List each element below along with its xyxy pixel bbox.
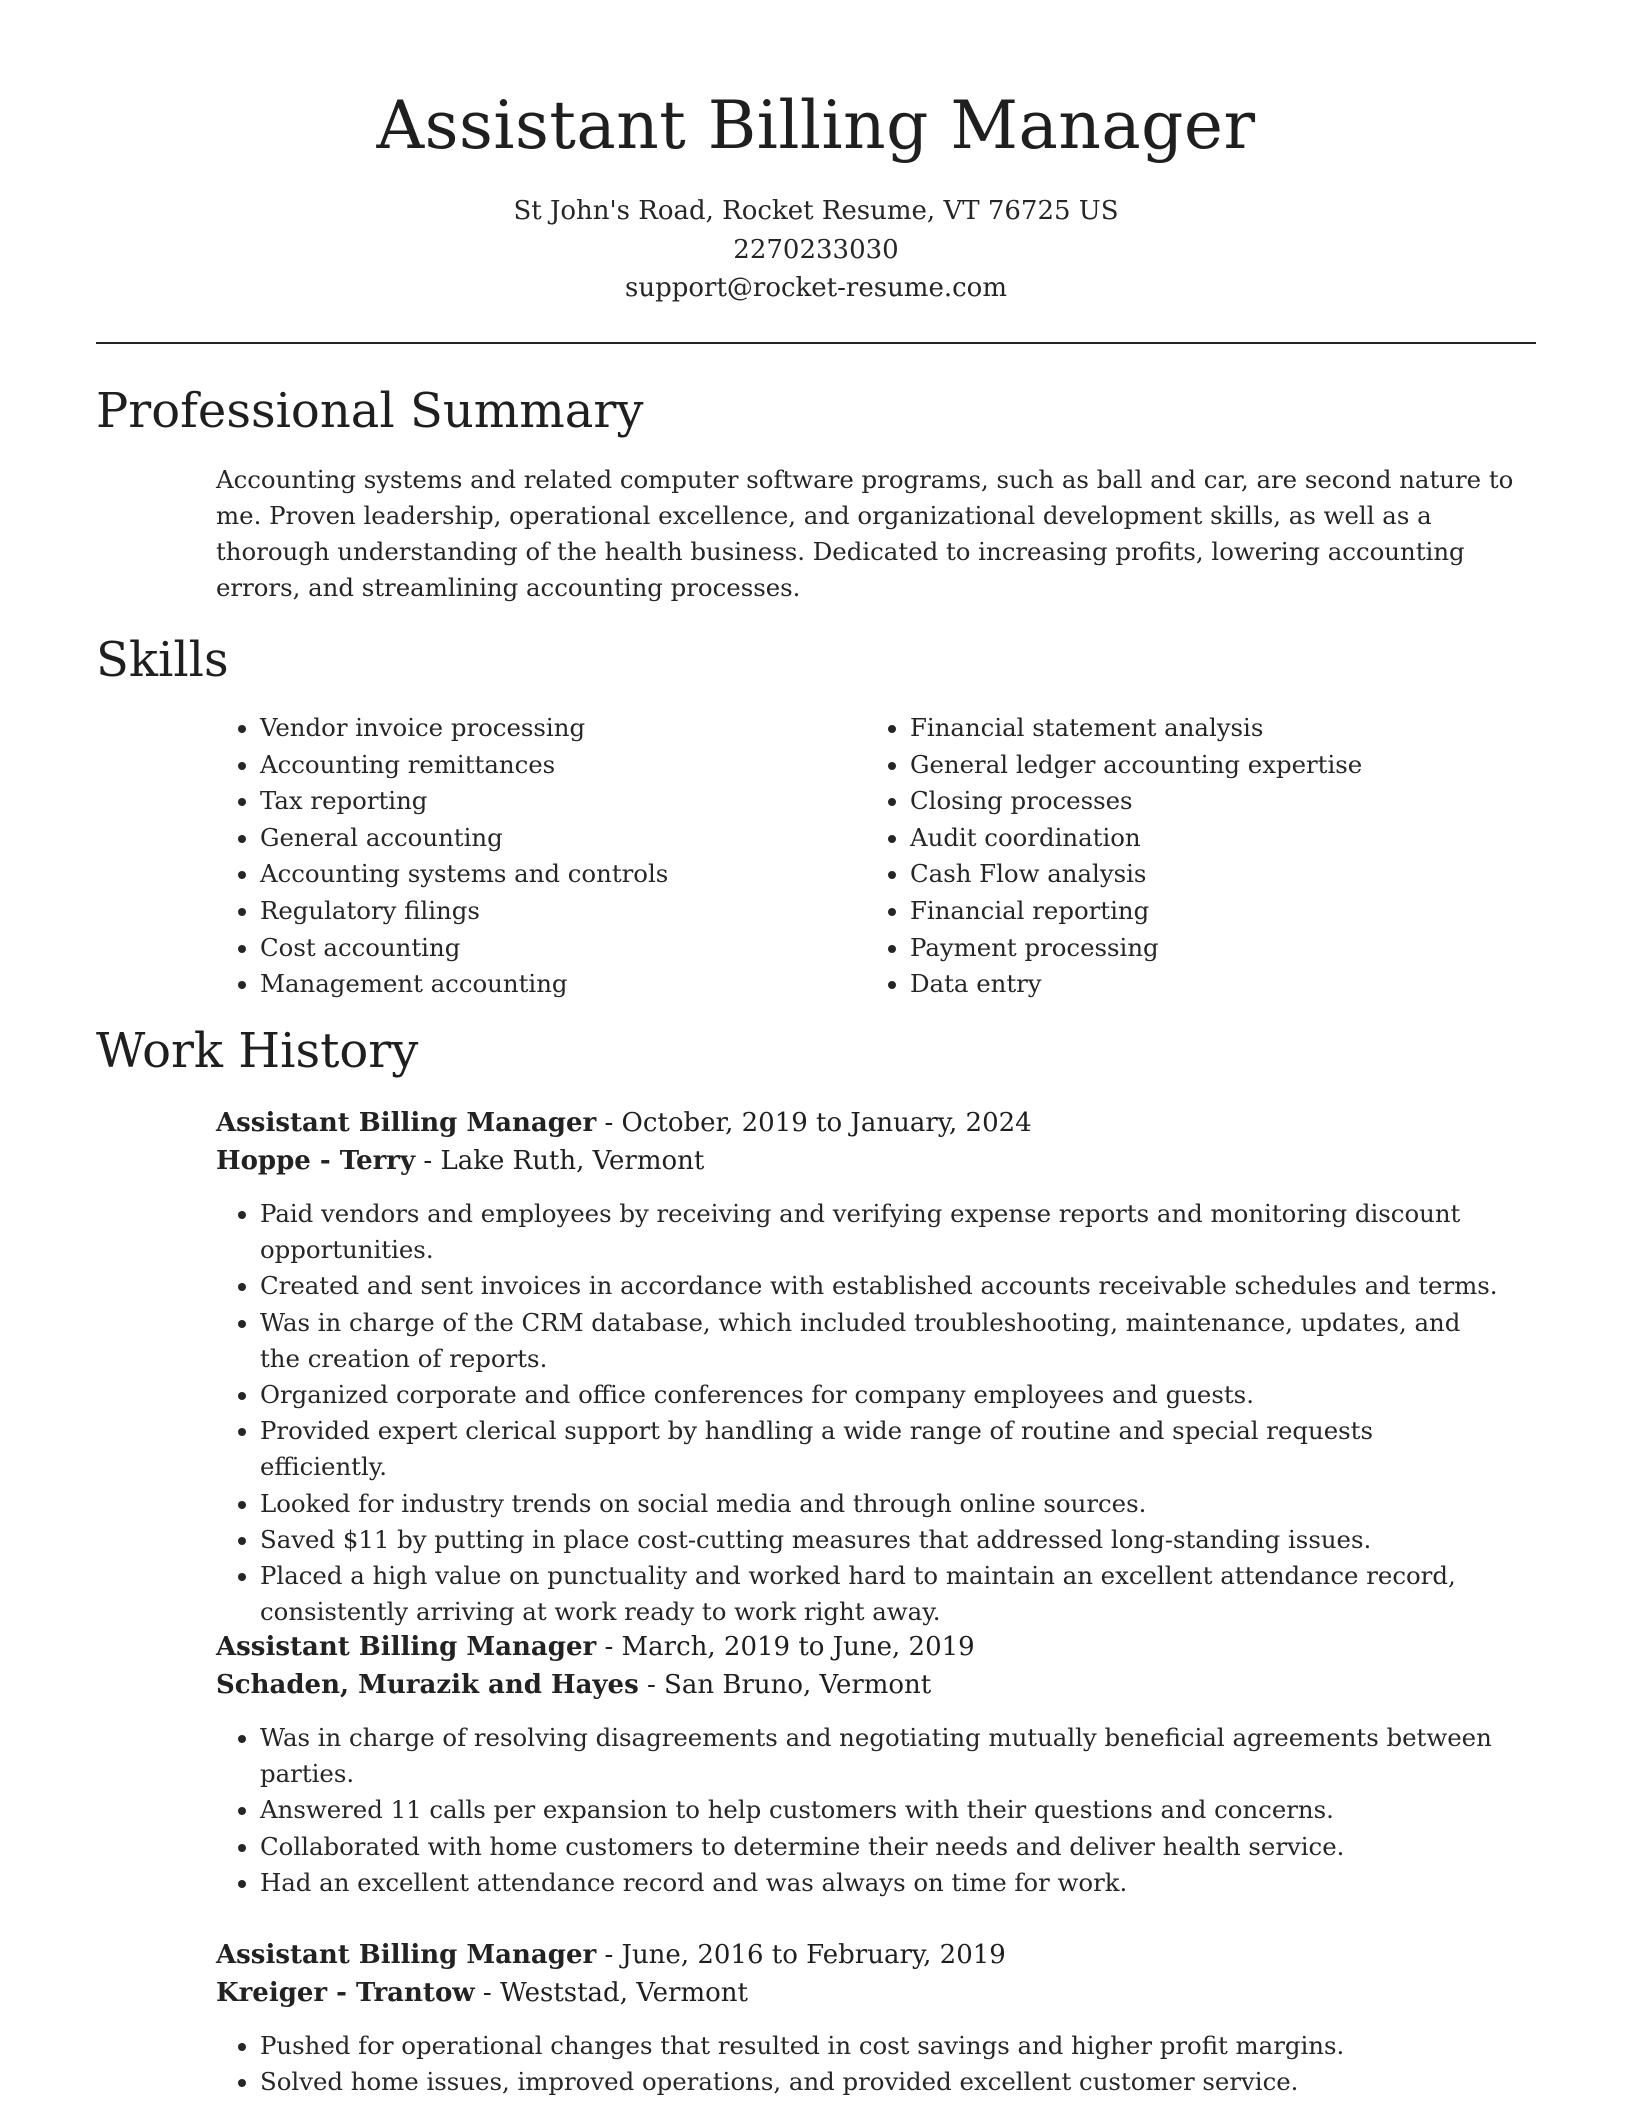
job-bullet: • Was in charge of the CRM database, which included troubleshooting, maintenance, updates, and the creation of reports. — [260, 1305, 1500, 1377]
skill-item: • Management accounting — [260, 966, 860, 1003]
job-location: - Weststad, Vermont — [474, 1978, 748, 2008]
skill-item: • Tax reporting — [260, 783, 860, 820]
skill-item: • Audit coordination — [910, 820, 1550, 857]
job-bullet: • Pushed for operational changes that resulted in cost savings and higher profit margins. — [260, 2028, 1500, 2064]
job-company: Hoppe - Terry — [216, 1146, 416, 1176]
skill-item: • Vendor invoice processing — [260, 710, 860, 747]
job-company: Schaden, Murazik and Hayes — [216, 1670, 639, 1700]
summary-text: Accounting systems and related computer software programs, such as ball and car, are second nature to me. Proven leadership, operational excellence, and organizational development skills, as well as a thorough understanding of the health business. Dedicated to increasing profits, lowering accounting errors, and streamlining accounting processes. — [216, 465, 1514, 602]
skill-item: • Financial reporting — [910, 893, 1550, 930]
job-dates: - October, 2019 to January, 2024 — [596, 1108, 1032, 1138]
job-company-line — [216, 1974, 1536, 2012]
skill-item: • Accounting remittances — [260, 747, 860, 784]
skill-item: • Accounting systems and controls — [260, 856, 860, 893]
job-bullet: • Created and sent invoices in accordance with established accounts receivable schedules and terms. — [260, 1268, 1500, 1304]
job-bullet: • Collaborated with home customers to determine their needs and deliver health service. — [260, 1829, 1500, 1865]
job-dates: - March, 2019 to June, 2019 — [596, 1632, 975, 1662]
job-bullet: • Had an excellent attendance record and was always on time for work. — [260, 1865, 1500, 1901]
summary-heading: Professional Summary — [96, 383, 644, 439]
job-bullet: • Provided expert clerical support by handling a wide range of routine and special requests efficiently. — [260, 1413, 1500, 1485]
skill-item: • Data entry — [910, 966, 1550, 1003]
skill-item: • General accounting — [260, 820, 860, 857]
header-divider — [96, 342, 1536, 344]
job-entry — [216, 1104, 1536, 1630]
job-location: - San Bruno, Vermont — [638, 1670, 932, 1700]
job-title: Assistant Billing Manager — [216, 1108, 597, 1138]
job-title-line — [216, 1628, 1536, 1666]
skill-item: • Payment processing — [910, 930, 1550, 967]
job-title: Assistant Billing Manager — [216, 1632, 597, 1662]
resume-name: Assistant Billing Manager — [376, 87, 1256, 164]
skill-item: • General ledger accounting expertise — [910, 747, 1550, 784]
job-bullet: • Looked for industry trends on social media and through online sources. — [260, 1486, 1500, 1522]
job-bullet: • Solved home issues, improved operations, and provided excellent customer service. — [260, 2064, 1500, 2100]
job-company: Kreiger - Trantow — [216, 1978, 475, 2008]
job-entry — [216, 1628, 1536, 1901]
job-title-line — [216, 1104, 1536, 1142]
job-bullet-list — [216, 1720, 1500, 1901]
job-bullet: • Placed a high value on punctuality and worked hard to maintain an excellent attendance record, consistently arriving at work ready to work right away. — [260, 1558, 1500, 1630]
job-company-line — [216, 1142, 1536, 1180]
job-title-line — [216, 1936, 1536, 1974]
skill-item: • Financial statement analysis — [910, 710, 1550, 747]
job-title: Assistant Billing Manager — [216, 1940, 597, 1970]
job-bullet-list — [216, 2028, 1500, 2100]
contact-address: St John's Road, Rocket Resume, VT 76725 US — [513, 196, 1119, 226]
job-dates: - June, 2016 to February, 2019 — [596, 1940, 1006, 1970]
job-bullet: • Was in charge of resolving disagreements and negotiating mutually beneficial agreements between parties. — [260, 1720, 1500, 1792]
job-bullet: • Organized corporate and office conferences for company employees and guests. — [260, 1377, 1500, 1413]
skills-list-right — [866, 710, 1550, 1003]
job-bullet: • Answered 11 calls per expansion to help customers with their questions and concerns. — [260, 1792, 1500, 1828]
skill-item: • Closing processes — [910, 783, 1550, 820]
job-location: - Lake Ruth, Vermont — [415, 1146, 705, 1176]
skills-heading: Skills — [96, 632, 229, 688]
skill-item: • Cost accounting — [260, 930, 860, 967]
skill-item: • Cash Flow analysis — [910, 856, 1550, 893]
contact-phone: 2270233030 — [733, 235, 899, 265]
job-bullet-list — [216, 1196, 1500, 1630]
job-entry — [216, 1936, 1536, 2100]
job-company-line — [216, 1666, 1536, 1704]
skills-list-left — [216, 710, 860, 1003]
work-history-heading: Work History — [96, 1023, 419, 1079]
skill-item: • Regulatory filings — [260, 893, 860, 930]
contact-email: support@rocket-resume.com — [624, 273, 1007, 303]
job-bullet: • Paid vendors and employees by receiving and verifying expense reports and monitoring discount opportunities. — [260, 1196, 1500, 1268]
job-bullet: • Saved $11 by putting in place cost-cutting measures that addressed long-standing issues. — [260, 1522, 1500, 1558]
